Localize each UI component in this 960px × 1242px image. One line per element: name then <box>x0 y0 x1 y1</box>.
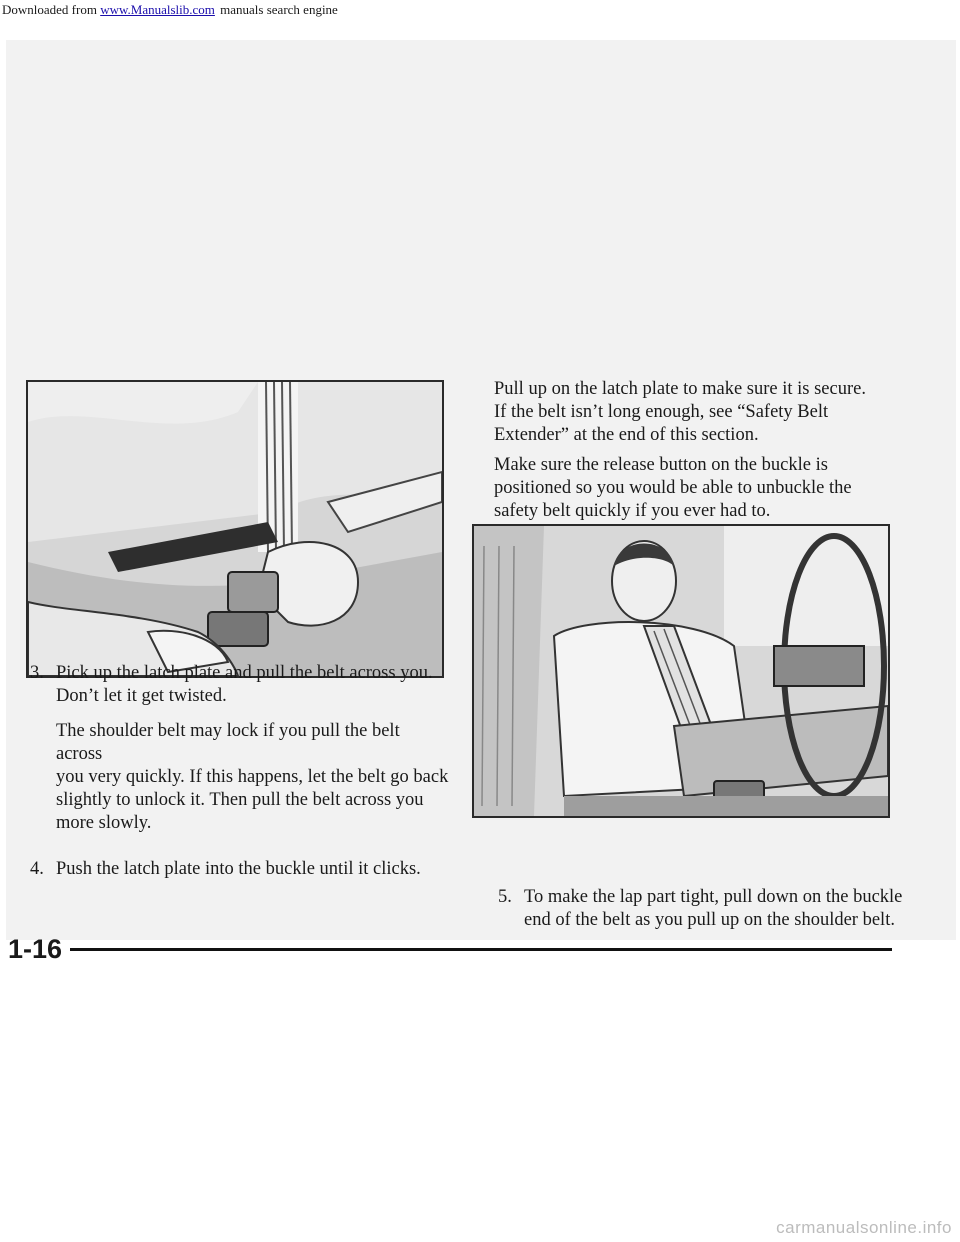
step-3-note-line-4: more slowly. <box>56 813 152 833</box>
footer-rule <box>70 948 892 951</box>
footer-watermark: carmanualsonline.info <box>776 1218 952 1237</box>
latch-check-line-1: Pull up on the latch plate to make sure it is secure. <box>494 379 866 399</box>
step-3-note-line-3: slightly to unlock it. Then pull the belt across you <box>56 790 424 810</box>
page-number: 1-16 <box>8 934 63 964</box>
manual-page <box>6 40 956 964</box>
step-4-number: 4. <box>30 859 44 879</box>
header-suffix: manuals search engine <box>220 2 338 17</box>
step-5-line-1: To make the lap part tight, pull down on the buckle <box>524 887 903 907</box>
step-3-line-1: Pick up the latch plate and pull the belt across you. <box>56 663 433 683</box>
step-5-number: 5. <box>498 887 512 907</box>
release-button-line-2: positioned so you would be able to unbuckle the <box>494 478 852 498</box>
step-4-line-1: Push the latch plate into the buckle until it clicks. <box>56 859 421 879</box>
step-3-note-line-2: you very quickly. If this happens, let the belt go back <box>56 767 449 787</box>
manualslib-link[interactable]: www.Manualslib.com <box>100 2 215 17</box>
header-prefix: Downloaded from <box>2 2 97 17</box>
step-3-line-2: Don’t let it get twisted. <box>56 686 227 706</box>
release-button-line-3: safety belt quickly if you ever had to. <box>494 501 771 521</box>
latch-plate-illustration <box>26 380 444 678</box>
step-3-note-line-1: The shoulder belt may lock if you pull the belt across <box>56 721 400 764</box>
download-header <box>0 0 960 20</box>
step-3-number: 3. <box>30 663 44 683</box>
release-button-paragraph <box>494 454 944 523</box>
step-5-line-2: end of the belt as you pull up on the shoulder belt. <box>524 910 895 930</box>
release-button-line-1: Make sure the release button on the buckle is <box>494 455 828 475</box>
latch-check-line-3: Extender” at the end of this section. <box>494 425 759 445</box>
latch-check-line-2: If the belt isn’t long enough, see “Safety Belt <box>494 402 829 422</box>
driver-belt-illustration <box>472 524 890 818</box>
latch-check-paragraph <box>494 378 944 447</box>
